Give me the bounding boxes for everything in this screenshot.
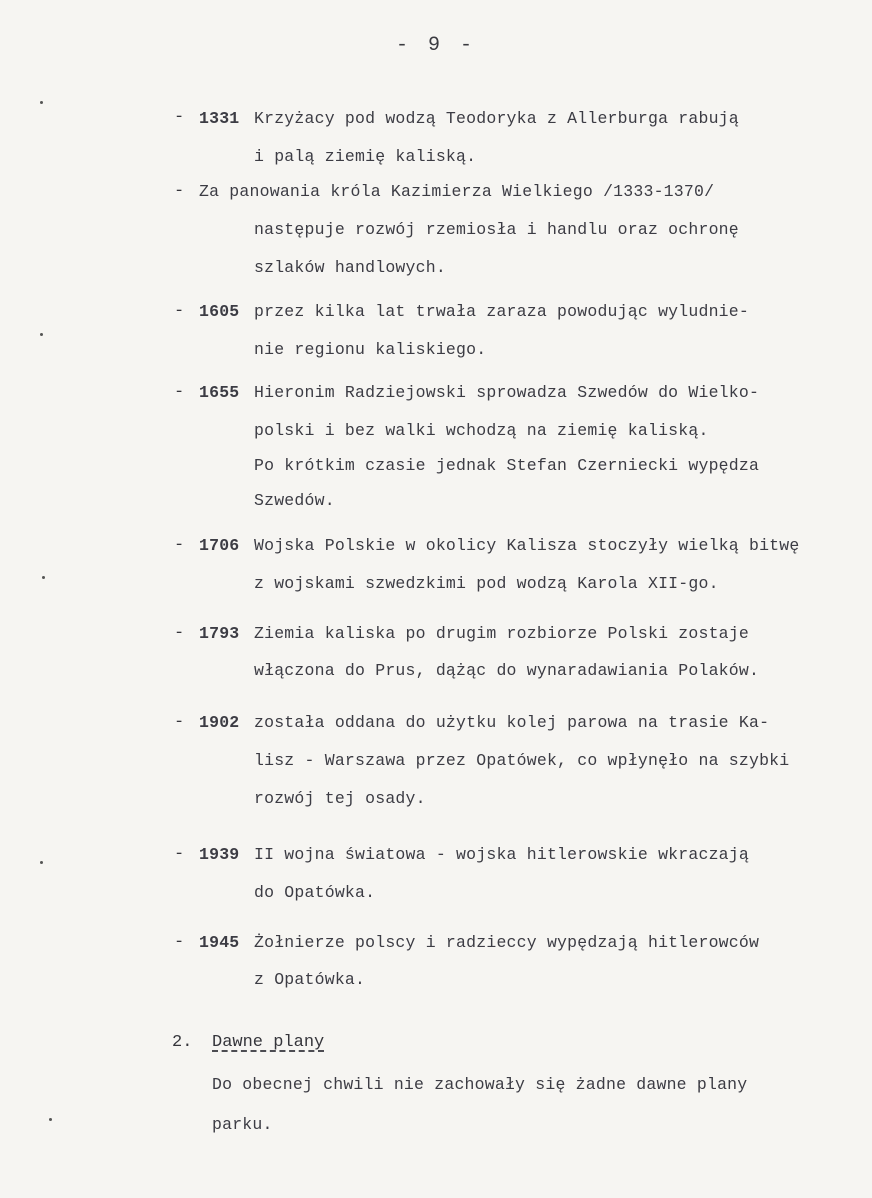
entry-year: 1945 xyxy=(199,933,240,952)
entry-year: 1939 xyxy=(199,845,240,864)
section-title: Dawne plany xyxy=(212,1033,325,1052)
entry-dash: - xyxy=(174,624,185,643)
paragraph-line: parku. xyxy=(212,1115,273,1134)
page-number: - 9 - xyxy=(395,34,476,57)
entry-year: 1605 xyxy=(199,302,240,321)
entry-line: II wojna światowa - wojska hitlerowskie wkraczają xyxy=(254,845,749,864)
section-number: 2. xyxy=(172,1033,193,1052)
entry-year: 1902 xyxy=(199,713,240,732)
entry-line: rozwój tej osady. xyxy=(254,789,426,808)
entry-line: Żołnierze polscy i radzieccy wypędzają hitlerowców xyxy=(254,933,760,952)
entry-year: 1655 xyxy=(199,383,240,402)
entry-line: Wojska Polskie w okolicy Kalisza stoczyły wielką bitwę xyxy=(254,536,800,555)
entry-dash: - xyxy=(174,108,185,127)
entry-dash: - xyxy=(174,182,185,201)
entry-line: Krzyżacy pod wodzą Teodoryka z Allerburga rabują xyxy=(254,109,739,128)
entry-line: polski i bez walki wchodzą na ziemię kaliską. xyxy=(254,421,709,440)
entry-dash: - xyxy=(174,845,185,864)
entry-line: przez kilka lat trwała zaraza powodując wyludnie- xyxy=(254,302,749,321)
entry-dash: - xyxy=(174,383,185,402)
entry-line: nie regionu kaliskiego. xyxy=(254,340,487,359)
entry-line: Hieronim Radziejowski sprowadza Szwedów do Wielko- xyxy=(254,383,760,402)
entry-line: Szwedów. xyxy=(254,491,335,510)
scan-speck xyxy=(49,1118,52,1121)
entry-line: Ziemia kaliska po drugim rozbiorze Polski zostaje xyxy=(254,624,749,643)
entry-line: i palą ziemię kaliską. xyxy=(254,147,477,166)
entry-year: 1706 xyxy=(199,536,240,555)
entry-line: Po krótkim czasie jednak Stefan Czerniecki wypędza xyxy=(254,456,760,475)
entry-line: następuje rozwój rzemiosła i handlu oraz ochronę xyxy=(254,220,739,239)
entry-dash: - xyxy=(174,713,185,732)
entry-line: została oddana do użytku kolej parowa na trasie Ka- xyxy=(254,713,770,732)
entry-year: 1331 xyxy=(199,109,240,128)
entry-line: włączona do Prus, dążąc do wynaradawiania Polaków. xyxy=(254,661,760,680)
entry-dash: - xyxy=(174,536,185,555)
paragraph-line: Do obecnej chwili nie zachowały się żadne dawne plany xyxy=(212,1075,748,1094)
entry-line: z Opatówka. xyxy=(254,970,366,989)
entry-dash: - xyxy=(174,933,185,952)
entry-line: do Opatówka. xyxy=(254,883,376,902)
scan-speck xyxy=(42,576,45,579)
entry-line: Za panowania króla Kazimierza Wielkiego /1333-1370/ xyxy=(199,182,715,201)
entry-line: lisz - Warszawa przez Opatówek, co wpłynęło na szybki xyxy=(254,751,790,770)
entry-line: szlaków handlowych. xyxy=(254,258,446,277)
scan-speck xyxy=(40,333,43,336)
entry-line: z wojskami szwedzkimi pod wodzą Karola XII-go. xyxy=(254,574,719,593)
scan-speck xyxy=(40,861,43,864)
scan-speck xyxy=(40,101,43,104)
entry-dash: - xyxy=(174,302,185,321)
entry-year: 1793 xyxy=(199,624,240,643)
